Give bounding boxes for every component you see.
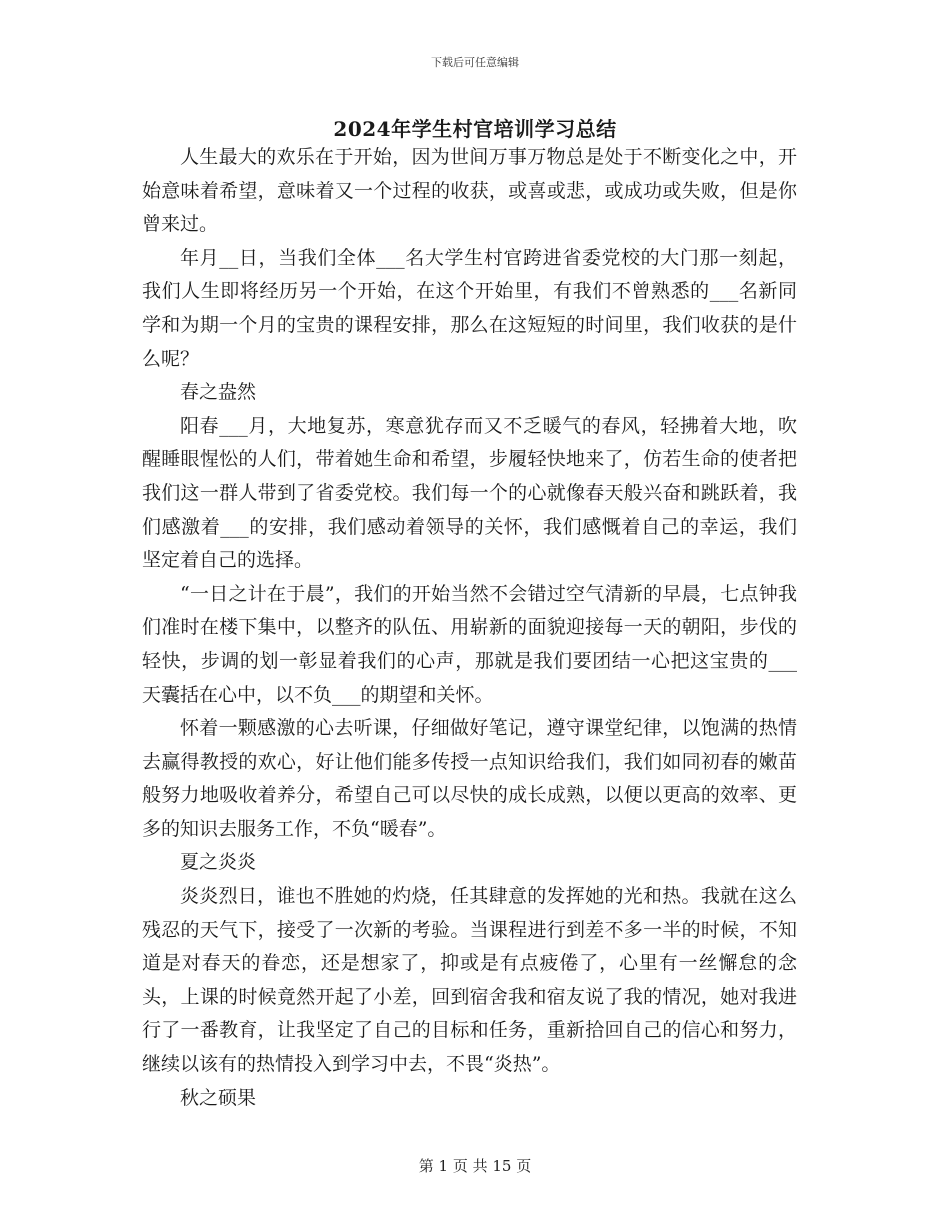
page-footer: 第 1 页 共 15 页 — [418, 1157, 532, 1175]
paragraph-morning: “一日之计在于晨”，我们的开始当然不会错过空气清新的早晨，七点钟我们准时在楼下集中，以整齐的队伍、用崭新的面貌迎接每一天的朝阳，步伐的轻快，步调的划一彰显着我们的心声，那就是我们要团结一心把这宝贵的___天囊括在心中，以不负___的期望和关怀。 — [142, 582, 797, 706]
paragraph-arrival: 年月__日，当我们全体___名大学生村官跨进省委党校的大门那一刻起，我们人生即将经历另一个开始，在这个开始里，有我们不曾熟悉的___名新同学和为期一个月的宝贵的课程安排，那么在这短短的时间里，我们收获的是什么呢？ — [142, 246, 797, 370]
paragraph-summer: 炎炎烈日，谁也不胜她的灼烧，任其肆意的发挥她的光和热。我就在这么残忍的天气下，接受了一次新的考验。当课程进行到差不多一半的时候，不知道是对春天的眷恋，还是想家了，抑或是有点疲倦了，心里有一丝懈怠的念头，上课的时候竟然开起了小差，回到宿舍我和宿友说了我的情况，她对我进行了一番教育，让我坚定了自己的目标和任务，重新拾回自己的信心和努力，继续以该有的热情投入到学习中去，不畏“炎热”。 — [142, 885, 797, 1076]
paragraph-spring: 阳春___月，大地复苏，寒意犹存而又不乏暖气的春风，轻拂着大地，吹醒睡眼惺忪的人们，带着她生命和希望，步履轻快地来了，仿若生命的使者把我们这一群人带到了省委党校。我们每一个的心就像春天般兴奋和跳跃着，我们感激着___的安排，我们感动着领导的关怀，我们感慨着自己的幸运，我们坚定着自己的选择。 — [142, 414, 797, 572]
paragraph-intro: 人生最大的欢乐在于开始，因为世间万事万物总是处于不断变化之中，开始意味着希望，意味着又一个过程的收获，或喜或悲，或成功或失败，但是你曾来过。 — [142, 146, 797, 236]
document-title: 2024年学生村官培训学习总结 — [333, 117, 617, 141]
section-heading-autumn: 秋之硕果 — [180, 1086, 257, 1109]
section-heading-spring: 春之盎然 — [180, 381, 257, 404]
section-heading-summer: 夏之炎炎 — [180, 851, 257, 874]
paragraph-study: 怀着一颗感激的心去听课，仔细做好笔记，遵守课堂纪律，以饱满的热情去赢得教授的欢心，好让他们能多传授一点知识给我们，我们如同初春的嫩苗般努力地吸收着养分，希望自己可以尽快的成长成熟，以便以更高的效率、更多的知识去服务工作，不负“暖春”。 — [142, 717, 797, 840]
header-note: 下载后可任意编辑 — [431, 56, 519, 69]
document-body — [142, 141, 797, 1115]
